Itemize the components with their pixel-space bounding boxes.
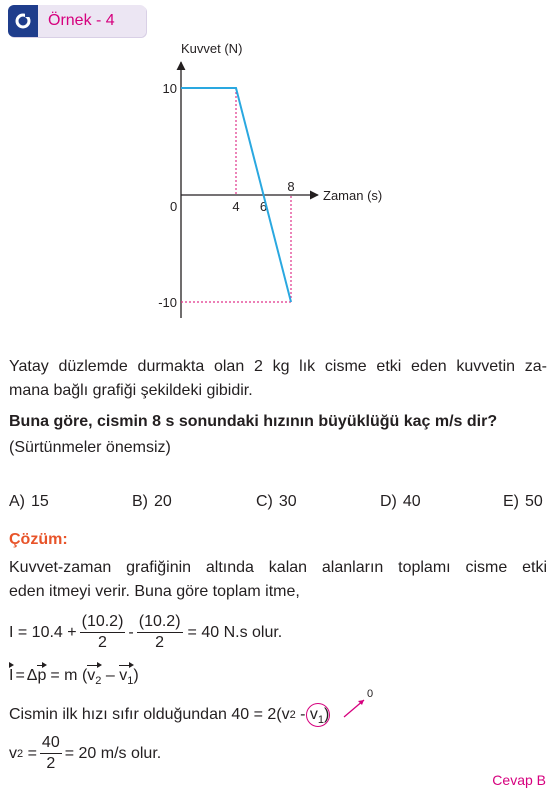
v1-circled: [310, 706, 324, 724]
velocity-symbol: v: [87, 667, 96, 684]
choice-b[interactable]: [132, 493, 172, 511]
y-axis-label: Kuvvet (N): [181, 41, 243, 56]
initial-velocity-equation: Cismin ilk hızı sıfır olduğundan 40 = 2(v 2 - $v_1$ ): [9, 706, 329, 724]
subscript: 2: [95, 675, 102, 687]
choice-d[interactable]: [380, 493, 421, 511]
choice-value: 30: [278, 493, 297, 510]
eq2-minus: –: [101, 667, 120, 684]
answer-label: Cevap B: [492, 772, 546, 788]
solution-title: Çözüm:: [9, 531, 68, 548]
choice-letter: E): [503, 493, 519, 510]
eq4-equals: =: [23, 744, 37, 762]
force-time-graph: [0, 0, 556, 330]
origin-label: 0: [170, 199, 178, 214]
eq3-text: Cismin ilk hızı sıfır olduğundan 40 = 2(v: [9, 706, 290, 723]
impulse-vector: I: [9, 667, 14, 684]
question-note: (Sürtünmeler önemsiz): [9, 439, 171, 456]
fraction-denominator: 2: [46, 755, 56, 772]
eq1-lhs: I = 10.4 +: [9, 623, 77, 641]
eq2-delta: Δ: [26, 667, 38, 684]
fraction-denominator: 2: [155, 634, 165, 651]
solution-line-2: eden itmeyi verir. Buna göre toplam itme,: [9, 583, 300, 600]
eq4-fraction: [40, 734, 62, 773]
choice-a[interactable]: [9, 493, 49, 511]
velocity-symbol: v: [119, 667, 128, 684]
choice-letter: D): [380, 493, 397, 510]
velocity-1-vector: [119, 667, 133, 685]
eq4-rhs: = 20 m/s olur.: [64, 744, 162, 762]
eq1-fraction-1: [80, 613, 126, 652]
fraction-denominator: 2: [98, 634, 107, 651]
question-line-1: Yatay düzlemde durmakta olan 2 kg lık cisme etki eden kuvvetin za-: [9, 358, 547, 375]
eq2-equals: =: [15, 667, 25, 684]
zero-annotation: 0: [367, 688, 374, 700]
eq1-fraction-2: [137, 613, 183, 652]
choice-c[interactable]: [256, 493, 297, 511]
eq1-rhs: = 40 N.s olur.: [187, 623, 283, 641]
eq3-close: ): [324, 706, 330, 723]
x-tick-label-4: 4: [232, 199, 240, 214]
x-tick-label-6: 6: [259, 199, 268, 214]
velocity-symbol: v: [309, 706, 318, 723]
momentum-vector: p: [37, 667, 47, 684]
x-tick-label-8: 8: [287, 179, 295, 194]
choice-value: 20: [154, 493, 172, 510]
impulse-momentum-equation: [9, 667, 139, 685]
example-title: Örnek - 4: [48, 12, 115, 29]
eq2-mid: = m (: [50, 667, 88, 684]
velocity-2-vector: [87, 667, 101, 685]
fraction-numerator: (10.2): [137, 613, 183, 633]
solution-line-1: Kuvvet-zaman grafiğinin altında kalan alanların toplamı cisme etki: [9, 559, 547, 576]
arrow-strike-icon: [342, 697, 368, 719]
final-velocity-equation: v 2 = $\frac{40}{2}$ = 20 m/s olur.: [9, 734, 162, 772]
y-tick-label-10: 10: [162, 81, 177, 96]
velocity-symbol: v: [9, 744, 17, 762]
fraction-numerator: 40: [40, 734, 62, 754]
y-tick-label--10: -10: [158, 295, 177, 310]
choice-value: 50: [525, 493, 543, 510]
choice-letter: C): [256, 493, 273, 510]
fraction-numerator: (10.2): [80, 613, 126, 633]
circle-highlight-icon: [306, 703, 330, 727]
eq1-minus: -: [128, 623, 134, 641]
x-axis-label: Zaman (s): [323, 188, 383, 203]
subscript: 1: [317, 714, 325, 726]
question-line-2: mana bağlı grafiği şekildeki gibidir.: [9, 382, 253, 399]
choice-letter: B): [132, 493, 148, 510]
eq2-close: ): [133, 667, 139, 684]
eq3-minus: -: [295, 706, 310, 723]
subscript: 1: [127, 675, 134, 687]
impulse-equation: [9, 613, 282, 652]
choice-value: 15: [31, 493, 49, 510]
choice-value: 40: [402, 493, 421, 510]
choice-letter: A): [9, 493, 25, 510]
choice-e[interactable]: [503, 493, 543, 511]
question-prompt: Buna göre, cismin 8 s sonundaki hızının büyüklüğü kaç m/s dir?: [9, 413, 498, 430]
